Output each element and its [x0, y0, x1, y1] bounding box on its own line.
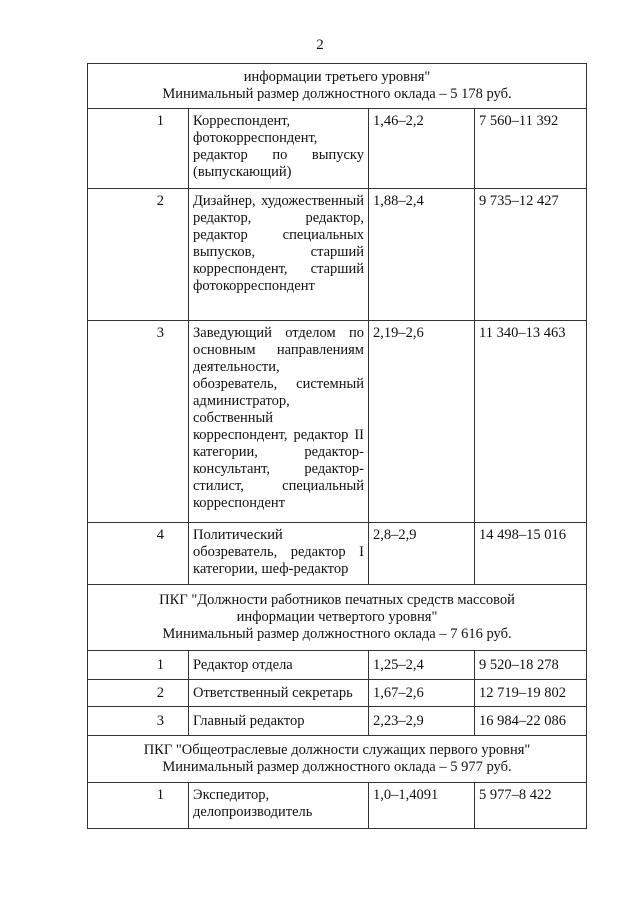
position: Ответственный секретарь [189, 680, 369, 707]
salary-range: 7 560–11 392 [475, 109, 587, 189]
position: Экспедитор, делопроизводитель [189, 783, 369, 829]
table-row [88, 189, 587, 321]
table-row [88, 523, 587, 585]
salary-range: 16 984–22 086 [475, 707, 587, 736]
row-number: 2 [88, 189, 189, 321]
min-salary: Минимальный размер должностного оклада – 5 977 руб. [162, 759, 512, 775]
row-number: 3 [88, 707, 189, 736]
salary-table [87, 63, 587, 829]
salary-range: 14 498–15 016 [475, 523, 587, 585]
table-row [88, 783, 587, 829]
section-title: ПКГ "Общеотраслевые должности служащих первого уровня" [143, 742, 531, 758]
section-title: информации четвертого уровня" [236, 609, 438, 625]
coefficient: 1,88–2,4 [369, 189, 475, 321]
position: Дизайнер, художественный редактор, редактор, редактор специальных выпусков, старший корреспондент, старший фотокорреспондент [189, 189, 369, 321]
table-row [88, 651, 587, 680]
min-salary: Минимальный размер должностного оклада – 5 178 руб. [162, 86, 512, 102]
min-salary: Минимальный размер должностного оклада – 7 616 руб. [162, 626, 512, 642]
coefficient: 2,8–2,9 [369, 523, 475, 585]
position: Редактор отдела [189, 651, 369, 680]
coefficient: 1,67–2,6 [369, 680, 475, 707]
row-number: 1 [88, 783, 189, 829]
table-row [88, 321, 587, 523]
section-header [88, 64, 587, 109]
coefficient: 2,23–2,9 [369, 707, 475, 736]
page-number: 2 [316, 37, 324, 53]
row-number: 3 [88, 321, 189, 523]
salary-range: 9 735–12 427 [475, 189, 587, 321]
section-header [88, 736, 587, 783]
coefficient: 2,19–2,6 [369, 321, 475, 523]
row-number: 1 [88, 651, 189, 680]
table-row [88, 109, 587, 189]
position: Заведующий отделом по основным направлениям деятельности, обозреватель, системный администратор, собственный корреспондент, редактор II категории, редактор-консультант, редактор-стилист, специальный корреспондент [189, 321, 369, 523]
salary-range: 9 520–18 278 [475, 651, 587, 680]
section-header [88, 585, 587, 651]
coefficient: 1,0–1,4091 [369, 783, 475, 829]
row-number: 1 [88, 109, 189, 189]
section-title: информации третьего уровня" [243, 69, 431, 85]
row-number: 4 [88, 523, 189, 585]
section-title: ПКГ "Должности работников печатных средств массовой [159, 592, 515, 608]
salary-range: 5 977–8 422 [475, 783, 587, 829]
row-number: 2 [88, 680, 189, 707]
salary-range: 12 719–19 802 [475, 680, 587, 707]
coefficient: 1,25–2,4 [369, 651, 475, 680]
position: Корреспондент, фотокорреспондент, редактор по выпуску (выпускающий) [189, 109, 369, 189]
table-row [88, 707, 587, 736]
table-row [88, 680, 587, 707]
coefficient: 1,46–2,2 [369, 109, 475, 189]
position: Главный редактор [189, 707, 369, 736]
salary-range: 11 340–13 463 [475, 321, 587, 523]
position: Политический обозреватель, редактор I категории, шеф-редактор [189, 523, 369, 585]
